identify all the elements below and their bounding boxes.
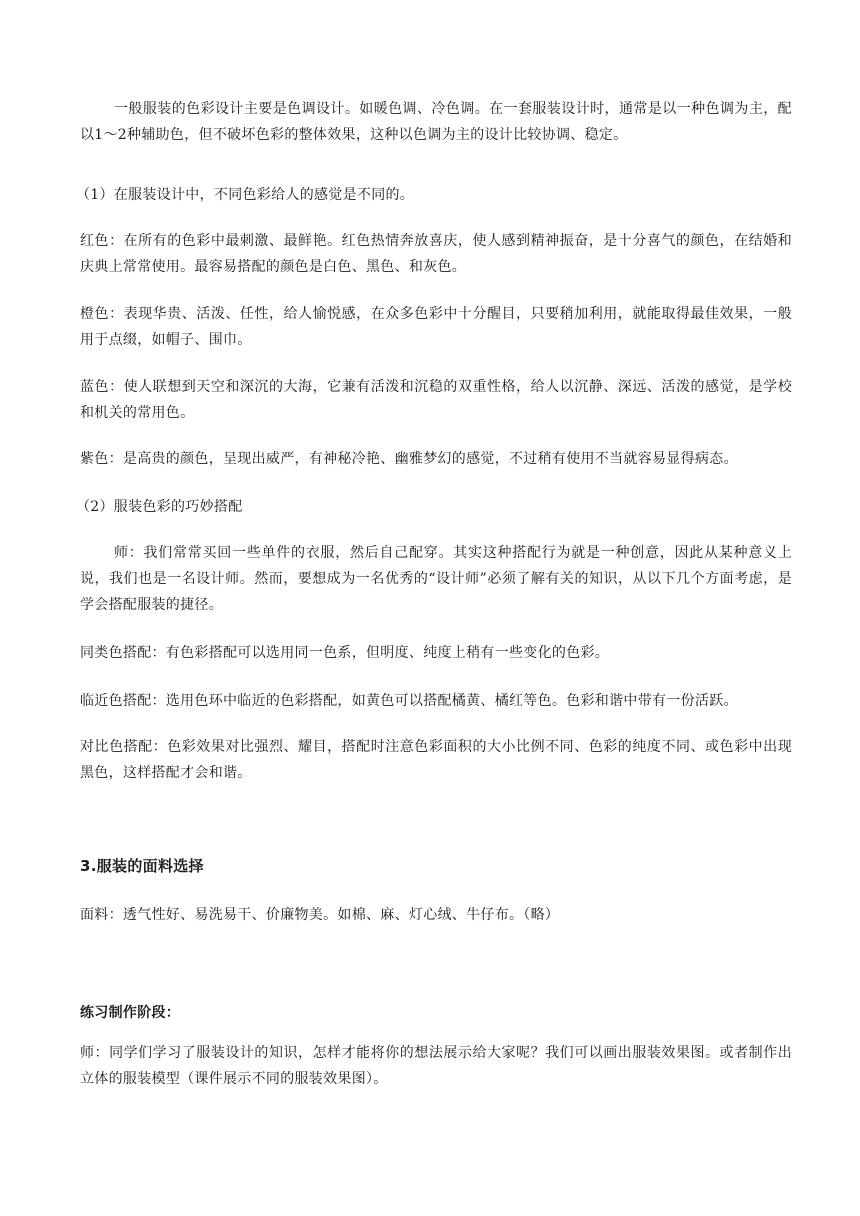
section-heading-practice: 练习制作阶段： — [80, 1005, 181, 1021]
paragraph-section-1: （1）在服装设计中，不同色彩给人的感觉是不同的。 — [76, 187, 415, 203]
paragraph-purple: 紫色：是高贵的颜色，呈现出威严，有神秘冷艳、幽雅梦幻的感觉，不过稍有使用不当就容易显得病态。 — [80, 451, 738, 467]
paragraph-teacher-matching: 师：我们常常买回一些单件的衣服，然后自己配穿。其实这种搭配行为就是一种创意，因此从某种意义上说，我们也是一名设计师。然而，要想成为一名优秀的“设计师”必须了解有关的知识，从以下几个方面考虑，是学会搭配服装的捷径。 — [80, 545, 792, 613]
paragraph-section-2: （2）服装色彩的巧妙搭配 — [76, 499, 243, 515]
section-heading-fabric: 3.服装的面料选择 — [80, 857, 204, 875]
paragraph-contrast-colors: 对比色搭配：色彩效果对比强烈、耀目，搭配时注意色彩面积的大小比例不同、色彩的纯度不同、或色彩中出现黑色，这样搭配才会和谐。 — [80, 739, 792, 781]
paragraph-fabric: 面料：透气性好、易洗易干、价廉物美。如棉、麻、灯心绒、牛仔布。（略） — [80, 907, 560, 923]
paragraph-adjacent-colors: 临近色搭配：选用色环中临近的色彩搭配，如黄色可以搭配橘黄、橘红等色。色彩和谐中带有一份活跃。 — [80, 693, 738, 709]
paragraph-color-tone-design: 一般服装的色彩设计主要是色调设计。如暖色调、冷色调。在一套服装设计时，通常是以一种色调为主，配以1～2种辅助色，但不破坏色彩的整体效果，这种以色调为主的设计比较协调、稳定。 — [80, 101, 792, 143]
paragraph-orange: 橙色：表现华贵、活泼、任性，给人愉悦感，在众多色彩中十分醒目，只要稍加利用，就能取得最佳效果，一般用于点缀，如帽子、围巾。 — [80, 306, 792, 348]
paragraph-blue: 蓝色：使人联想到天空和深沉的大海，它兼有活泼和沉稳的双重性格，给人以沉静、深远、活泼的感觉，是学校和机关的常用色。 — [80, 379, 792, 421]
paragraph-red: 红色：在所有的色彩中最刺激、最鲜艳。红色热情奔放喜庆，使人感到精神振奋，是十分喜气的颜色，在结婚和庆典上常常使用。最容易搭配的颜色是白色、黑色、和灰色。 — [80, 233, 792, 275]
paragraph-practice: 师：同学们学习了服装设计的知识，怎样才能将你的想法展示给大家呢？我们可以画出服装效果图。或者制作出立体的服装模型（课件展示不同的服装效果图）。 — [80, 1045, 792, 1087]
paragraph-similar-colors: 同类色搭配：有色彩搭配可以选用同一色系，但明度、纯度上稍有一些变化的色彩。 — [80, 645, 610, 661]
